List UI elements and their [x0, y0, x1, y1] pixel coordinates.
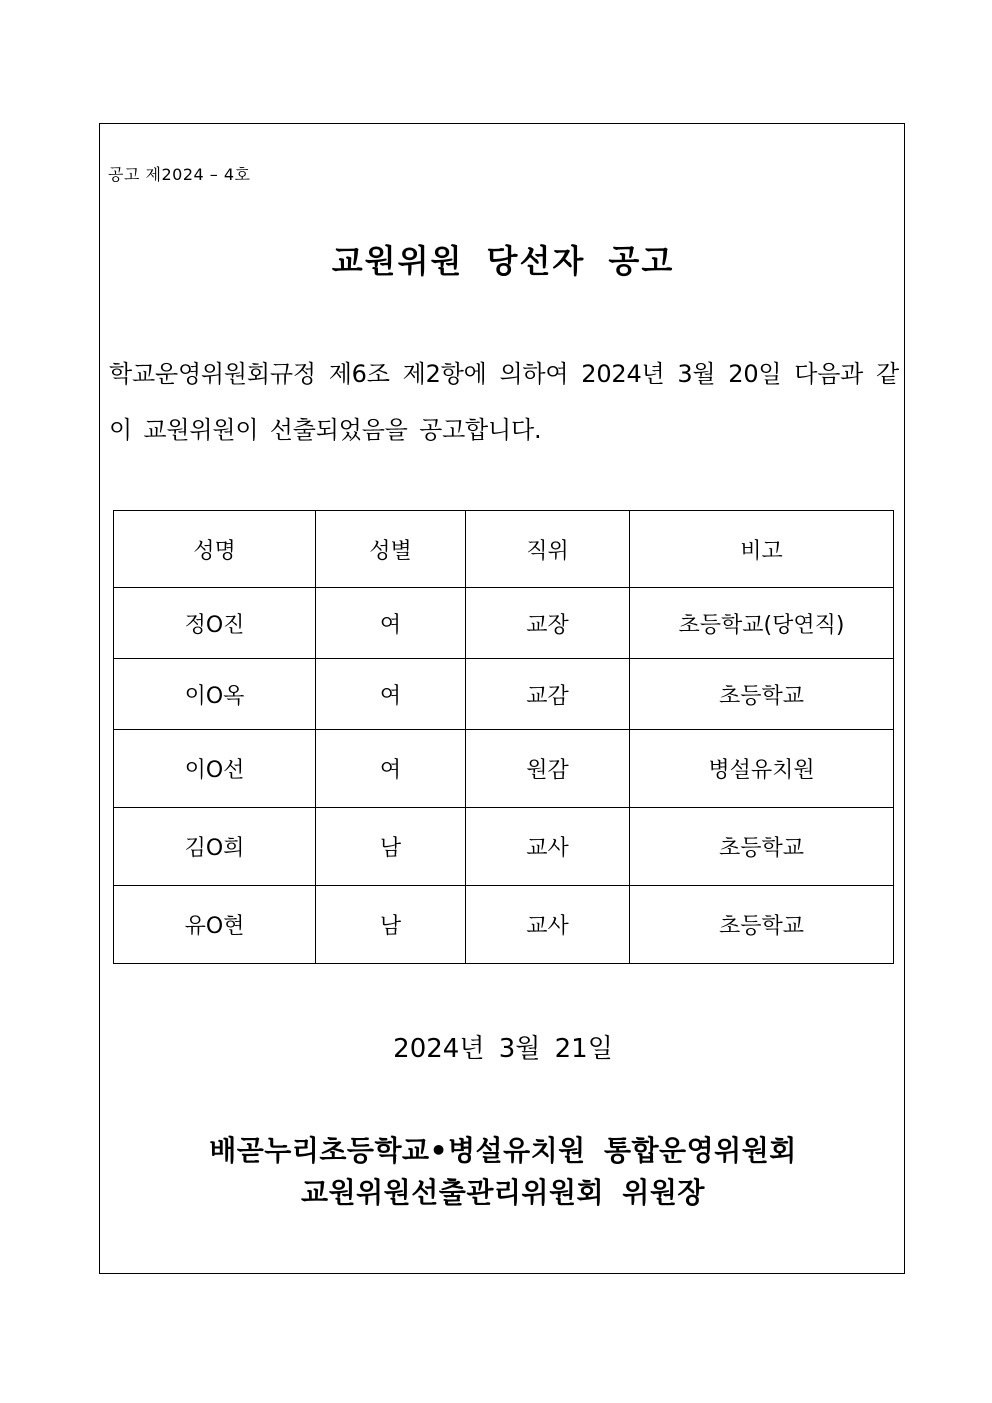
cell-remarks: 초등학교 — [630, 808, 894, 886]
header-position: 직위 — [466, 511, 630, 588]
cell-gender: 여 — [316, 730, 466, 808]
table-row — [114, 886, 894, 964]
table-row — [114, 730, 894, 808]
header-gender: 성별 — [316, 511, 466, 588]
cell-gender: 남 — [316, 808, 466, 886]
cell-name: 정O진 — [114, 588, 316, 659]
document-title: 교원위원 당선자 공고 — [331, 242, 675, 280]
issuer-committee: 배곧누리초등학교•병설유치원 통합운영위원회 — [209, 1134, 797, 1167]
notice-frame — [99, 123, 905, 1274]
cell-position: 원감 — [466, 730, 630, 808]
cell-position: 교사 — [466, 886, 630, 964]
table-row — [114, 588, 894, 659]
header-name: 성명 — [114, 511, 316, 588]
issue-date: 2024년 3월 21일 — [393, 1034, 613, 1064]
cell-remarks: 병설유치원 — [630, 730, 894, 808]
table-header-row — [114, 511, 894, 588]
cell-name: 유O현 — [114, 886, 316, 964]
cell-remarks: 초등학교 — [630, 886, 894, 964]
header-remarks: 비고 — [630, 511, 894, 588]
table-row — [114, 808, 894, 886]
notice-number: 공고 제2024 – 4호 — [108, 165, 251, 184]
cell-gender: 여 — [316, 659, 466, 730]
cell-remarks: 초등학교(당연직) — [630, 588, 894, 659]
cell-position: 교장 — [466, 588, 630, 659]
cell-gender: 남 — [316, 886, 466, 964]
cell-gender: 여 — [316, 588, 466, 659]
issuer-block — [100, 1130, 906, 1214]
issuer-chairperson: 교원위원선출관리위원회 위원장 — [301, 1176, 705, 1209]
table-row — [114, 659, 894, 730]
elected-members-table — [113, 510, 894, 964]
cell-position: 교사 — [466, 808, 630, 886]
cell-name: 김O희 — [114, 808, 316, 886]
cell-remarks: 초등학교 — [630, 659, 894, 730]
cell-name: 이O선 — [114, 730, 316, 808]
cell-position: 교감 — [466, 659, 630, 730]
cell-name: 이O옥 — [114, 659, 316, 730]
notice-body: 학교운영위원회규정 제6조 제2항에 의하여 2024년 3월 20일 다음과 같이 교원위원이 선출되었음을 공고합니다. — [109, 360, 899, 444]
